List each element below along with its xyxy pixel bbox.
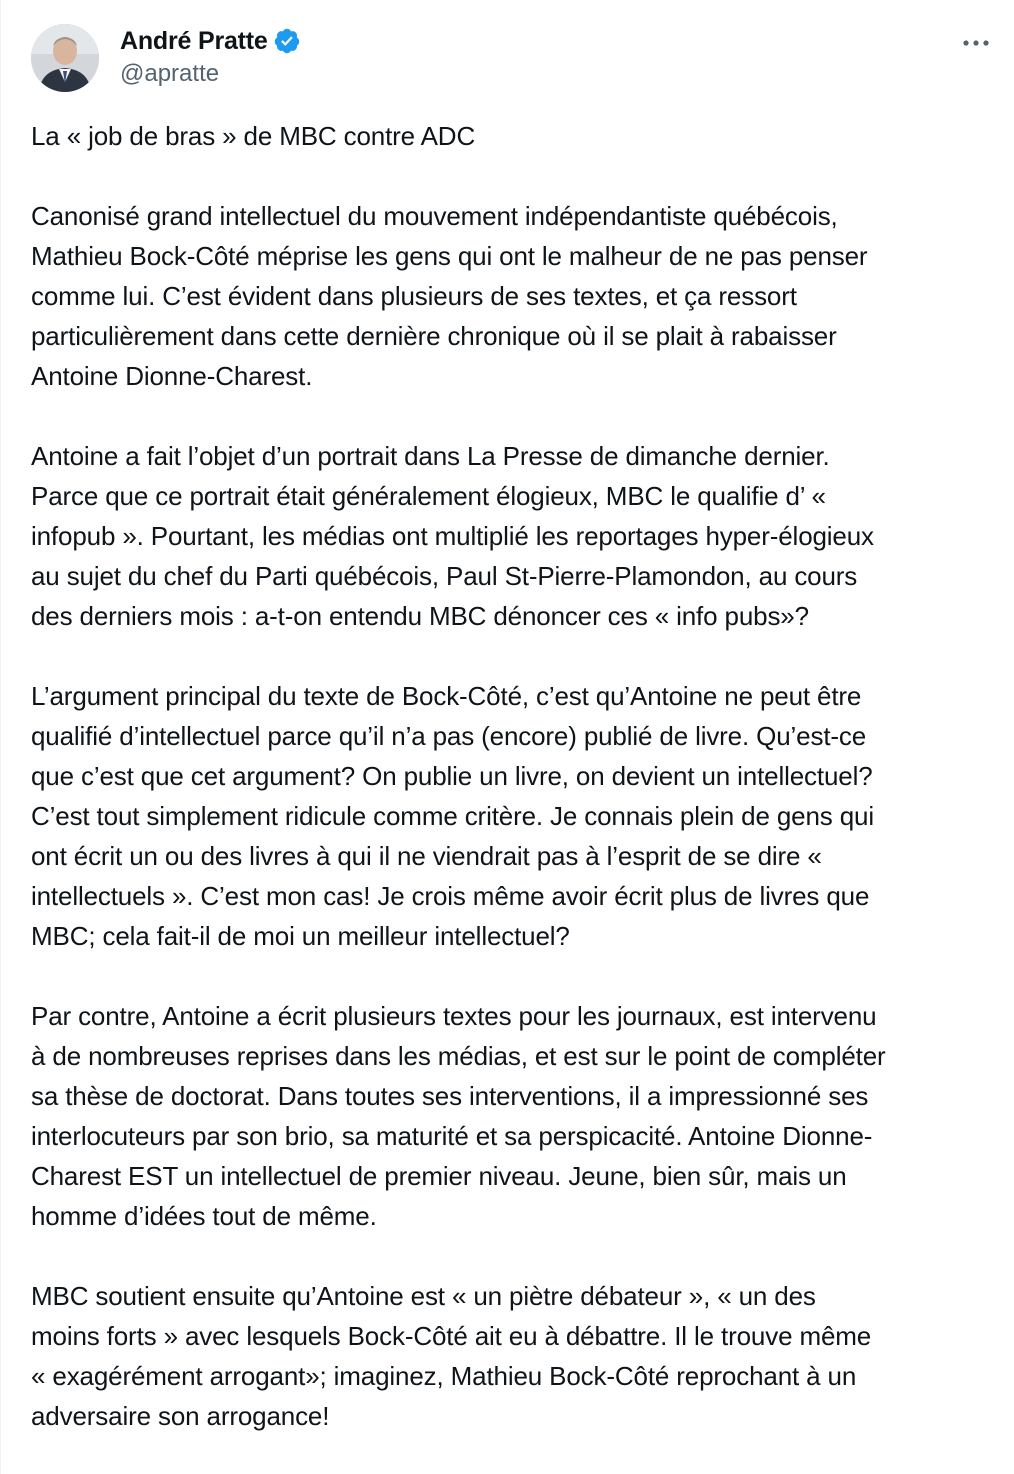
profile-photo-icon[interactable] [31, 24, 99, 92]
more-options-button[interactable] [953, 26, 999, 60]
author-names [120, 24, 301, 88]
author-handle[interactable]: @apratte [120, 60, 220, 87]
tweet-text [31, 116, 1001, 1436]
tweet-paragraph: Par contre, Antoine a écrit plusieurs textes pour les journaux, est intervenu à de nombreuses reprises dans les médias, et est sur le point de compléter sa thèse de doctorat. Dans toutes ses interventions, il a impressionné ses interlocuteurs par son brio, sa maturité et sa perspicacité. Antoine Dionne- Charest EST un intellectuel de premier niveau. Jeune, bien sûr, mais un homme d’idées tout de même. [31, 1001, 886, 1231]
tweet-header [1, 0, 1014, 110]
display-name-row [120, 24, 301, 58]
author-display-name[interactable]: André Pratte [120, 26, 268, 55]
tweet-paragraph: Canonisé grand intellectuel du mouvement indépendantiste québécois, Mathieu Bock-Côté méprise les gens qui ont le malheur de ne pas penser comme lui. C’est évident dans plusieurs de ses textes, et ça ressort particulièrement dans cette dernière chronique où il se plait à rabaisser Antoine Dionne-Charest. [31, 201, 868, 391]
tweet-paragraph: L’argument principal du texte de Bock-Côté, c’est qu’Antoine ne peut être qualifié d’intellectuel parce qu’il n’a pas (encore) publié de livre. Qu’est-ce que c’est que cet argument? On publie un livre, on devient un intellectuel? C’est tout simplement ridicule comme critère. Je connais plein de gens qui ont écrit un ou des livres à qui il ne viendrait pas à l’esprit de se dire « intellectuels ». C’est mon cas! Je crois même avoir écrit plus de livres que MBC; cela fait-il de moi un meilleur intellectuel? [31, 681, 874, 951]
tweet-paragraph: Antoine a fait l’objet d’un portrait dans La Presse de dimanche dernier. Parce que ce portrait était généralement élogieux, MBC le qualifie d’ « infopub ». Pourtant, les médias ont multiplié les reportages hyper-élogieux au sujet du chef du Parti québécois, Paul St-Pierre-Plamondon, au cours des derniers mois : a-t-on entendu MBC dénoncer ces « info pubs»? [31, 441, 874, 631]
verified-badge-icon[interactable] [273, 27, 301, 55]
avatar-image [31, 24, 99, 92]
more-options-icon [962, 39, 990, 47]
tweet-paragraph: MBC soutient ensuite qu’Antoine est « un piètre débateur », « un des moins forts » avec lesquels Bock-Côté ait eu à débattre. Il le trouve même « exagérément arrogant»; imaginez, Mathieu Bock-Côté reprochant à un adversaire son arrogance! [31, 1281, 872, 1431]
tweet-paragraph: La « job de bras » de MBC contre ADC [31, 121, 476, 151]
